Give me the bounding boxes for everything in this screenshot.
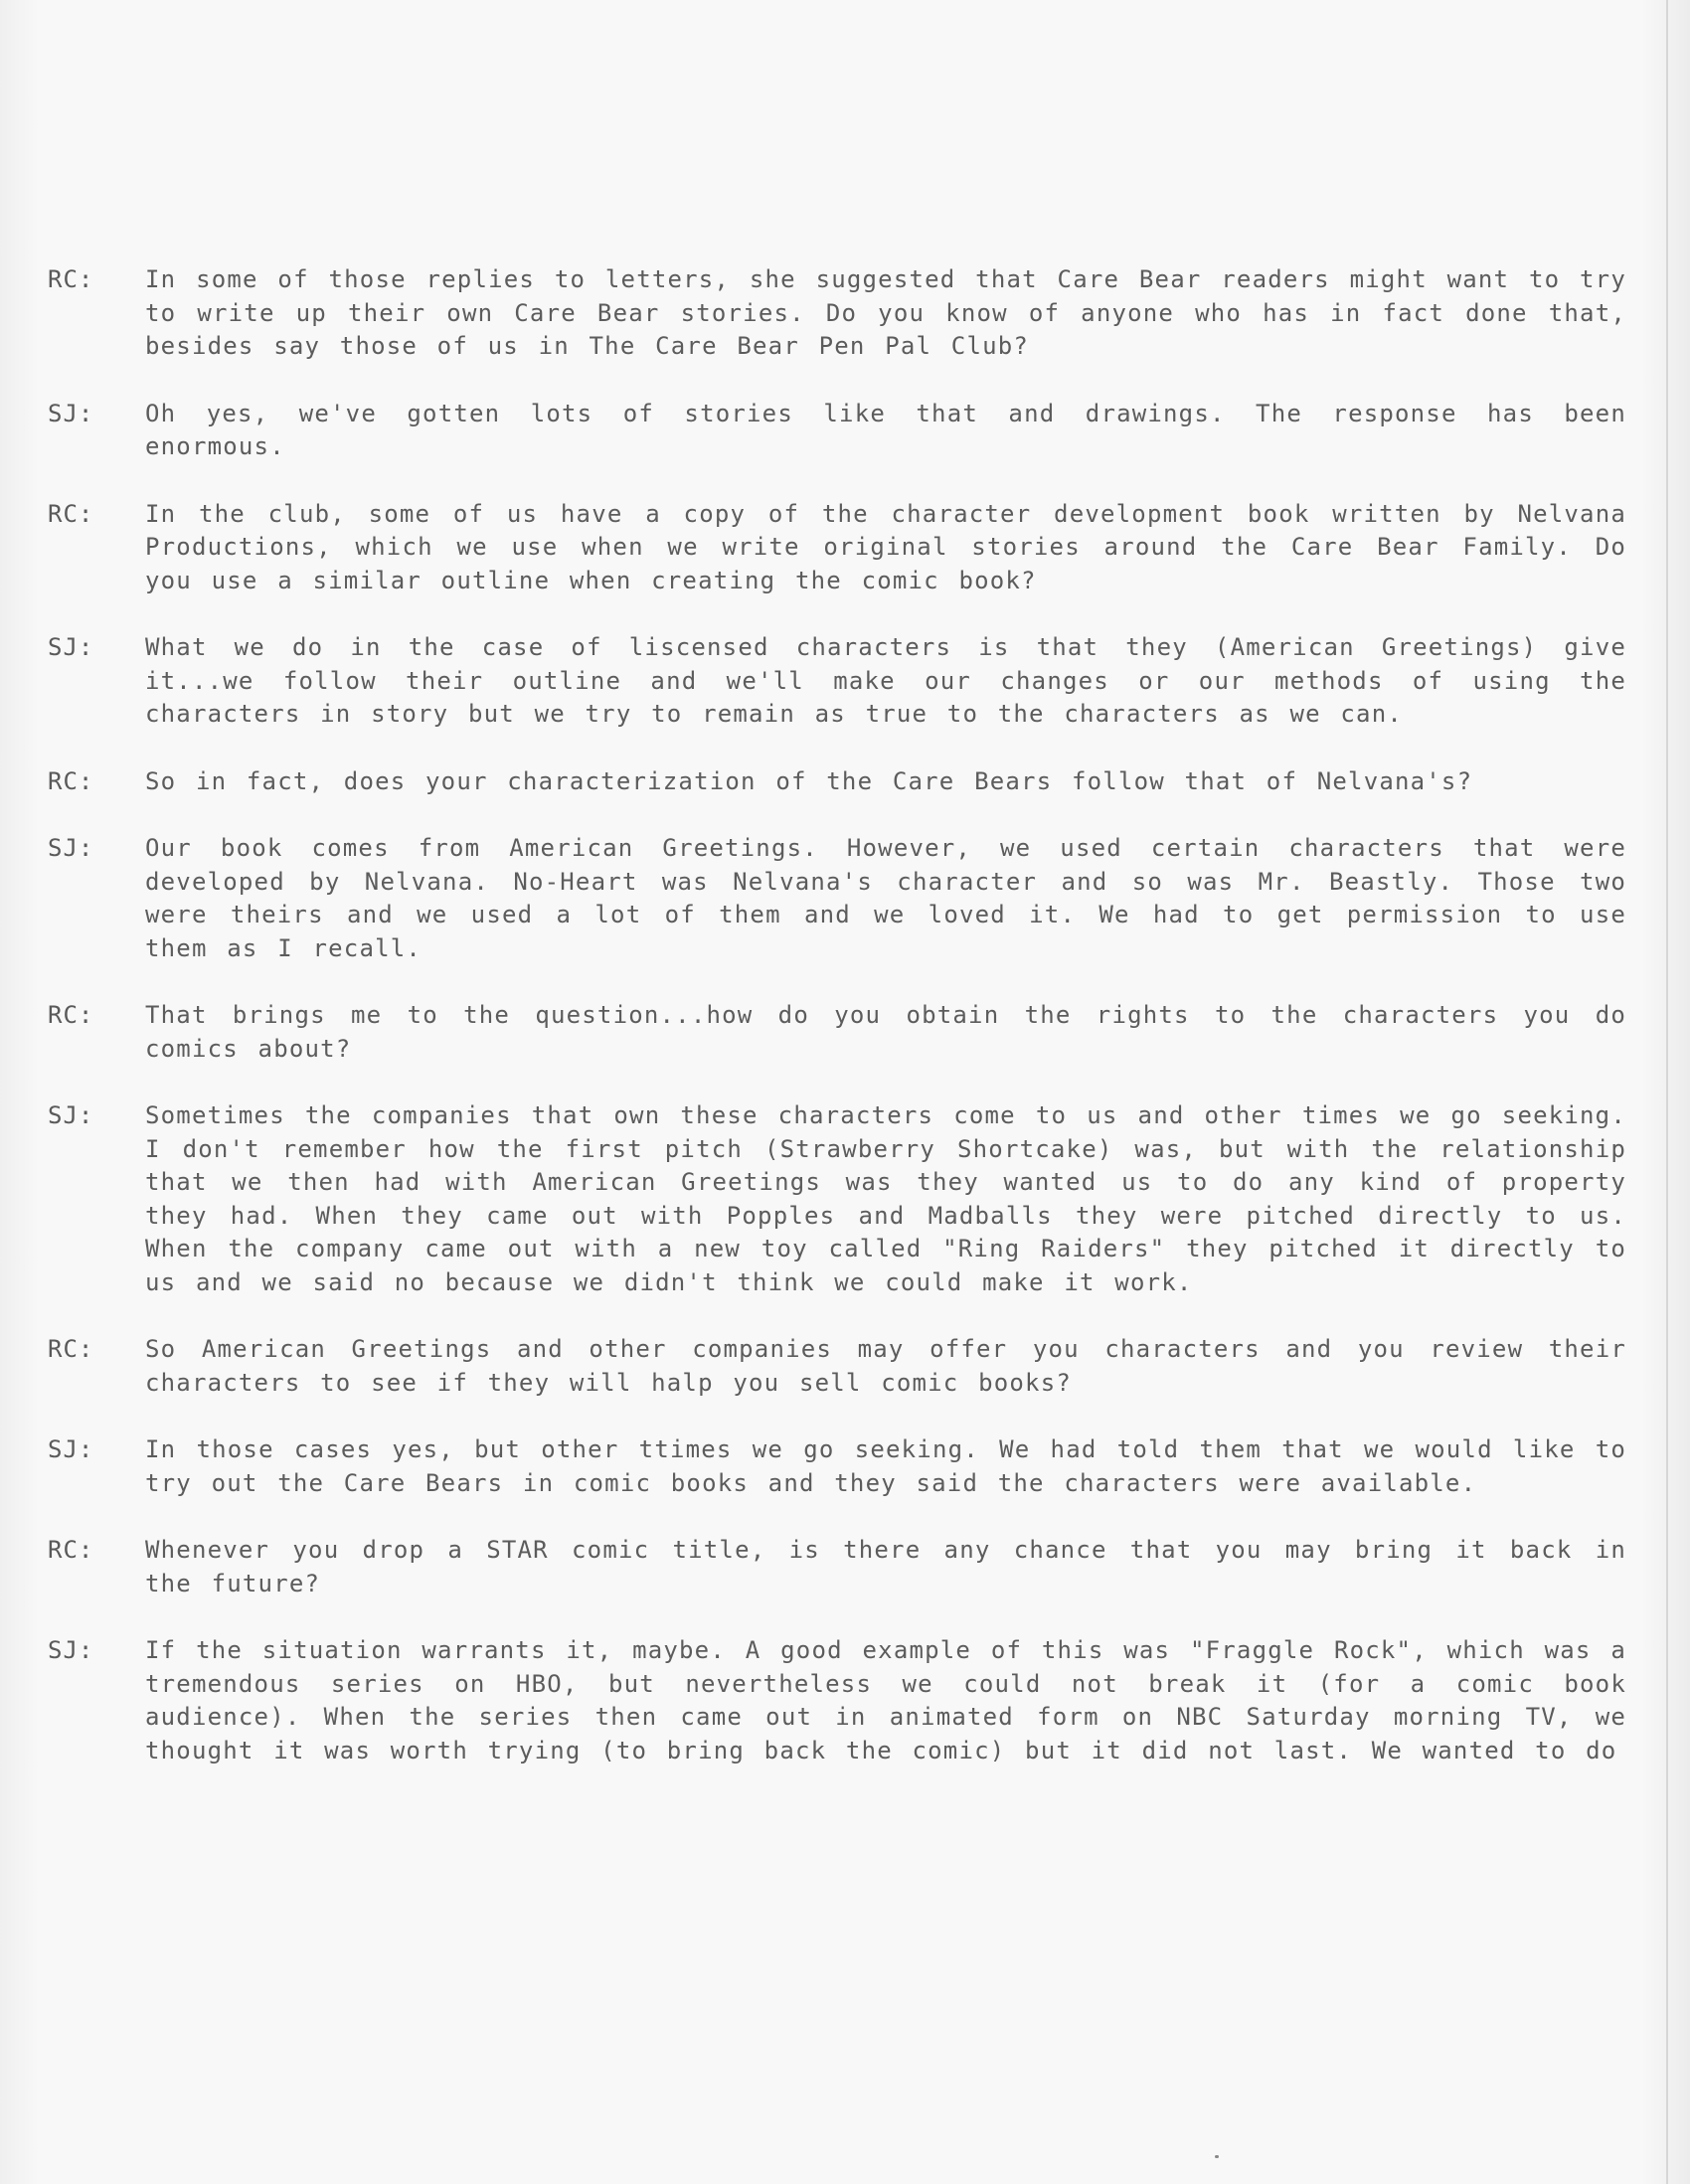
entry-text: That brings me to the question...how do you obtain the rights to the characters you do comics about? bbox=[145, 1001, 1626, 1063]
transcript-entry bbox=[48, 832, 1638, 965]
entry-text: Oh yes, we've gotten lots of stories like that and drawings. The response has been enormous. bbox=[145, 399, 1626, 460]
page-edge bbox=[1666, 0, 1668, 2184]
entry-text: Whenever you drop a STAR comic title, is there any chance that you may bring it back in the future? bbox=[145, 1536, 1626, 1597]
interview-transcript bbox=[48, 263, 1638, 1801]
speaker-label: RC: bbox=[48, 265, 94, 293]
speaker-label: SJ: bbox=[48, 834, 94, 862]
transcript-entry bbox=[48, 1433, 1638, 1500]
transcript-entry bbox=[48, 498, 1638, 598]
transcript-entry bbox=[48, 398, 1638, 464]
entry-text: What we do in the case of liscensed characters is that they (American Greetings) give it...we follow their outline and we'll make our changes or our methods of using the characters in story but we try to remain as true to the characters as we can. bbox=[145, 633, 1626, 728]
transcript-entry bbox=[48, 765, 1638, 799]
entry-text: In the club, some of us have a copy of the character development book written by Nelvana Productions, which we use when we write original stories around the Care Bear Family. Do you use a similar outline when creating the comic book? bbox=[145, 499, 1626, 594]
speaker-label: RC: bbox=[48, 1536, 94, 1564]
transcript-entry bbox=[48, 1534, 1638, 1600]
speaker-label: SJ: bbox=[48, 399, 94, 427]
speaker-label: SJ: bbox=[48, 633, 94, 661]
entry-text: Sometimes the companies that own these characters come to us and other times we go seeking. I don't remember how the first pitch (Strawberry Shortcake) was, but with the relationship that we then had with American Greetings was they wanted us to do any kind of property they had. When they came out with Popples and Madballs they were pitched directly to us. When the company came out with a new toy called "Ring Raiders" they pitched it directly to us and we said no because we didn't think we could make it work. bbox=[145, 1101, 1626, 1296]
speaker-label: RC: bbox=[48, 766, 94, 795]
speaker-label: SJ: bbox=[48, 1101, 94, 1129]
speaker-label: SJ: bbox=[48, 1435, 94, 1463]
entry-text: If the situation warrants it, maybe. A good example of this was "Fraggle Rock", which was a tremendous series on HBO, but nevertheless we could not break it (for a comic book audience). When the series then came out in animated form on NBC Saturday morning TV, we thought it was worth trying (to bring back the comic) but it did not last. We wanted to do bbox=[145, 1636, 1626, 1764]
speaker-label: RC: bbox=[48, 1335, 94, 1363]
transcript-entry bbox=[48, 631, 1638, 732]
speaker-label: RC: bbox=[48, 1001, 94, 1029]
speaker-label: RC: bbox=[48, 499, 94, 528]
transcript-entry bbox=[48, 263, 1638, 364]
paper-speck bbox=[1215, 2155, 1219, 2158]
transcript-entry bbox=[48, 1634, 1638, 1767]
entry-text: In some of those replies to letters, she suggested that Care Bear readers might want to try to write up their own Care Bear stories. Do you know of anyone who has in fact done that, besides say those of us in The Care Bear Pen Pal Club? bbox=[145, 265, 1626, 360]
entry-text: So in fact, does your characterization of the Care Bears follow that of Nelvana's? bbox=[145, 766, 1473, 795]
transcript-entry bbox=[48, 1099, 1638, 1299]
speaker-label: SJ: bbox=[48, 1636, 94, 1664]
transcript-entry bbox=[48, 1333, 1638, 1400]
entry-text: So American Greetings and other companies may offer you characters and you review their characters to see if they will halp you sell comic books? bbox=[145, 1335, 1626, 1397]
transcript-entry bbox=[48, 999, 1638, 1066]
entry-text: Our book comes from American Greetings. However, we used certain characters that were developed by Nelvana. No-Heart was Nelvana's character and so was Mr. Beastly. Those two were theirs and we used a lot of them and we loved it. We had to get permission to use them as I recall. bbox=[145, 834, 1626, 962]
entry-text: In those cases yes, but other ttimes we go seeking. We had told them that we would like to try out the Care Bears in comic books and they said the characters were available. bbox=[145, 1435, 1626, 1497]
